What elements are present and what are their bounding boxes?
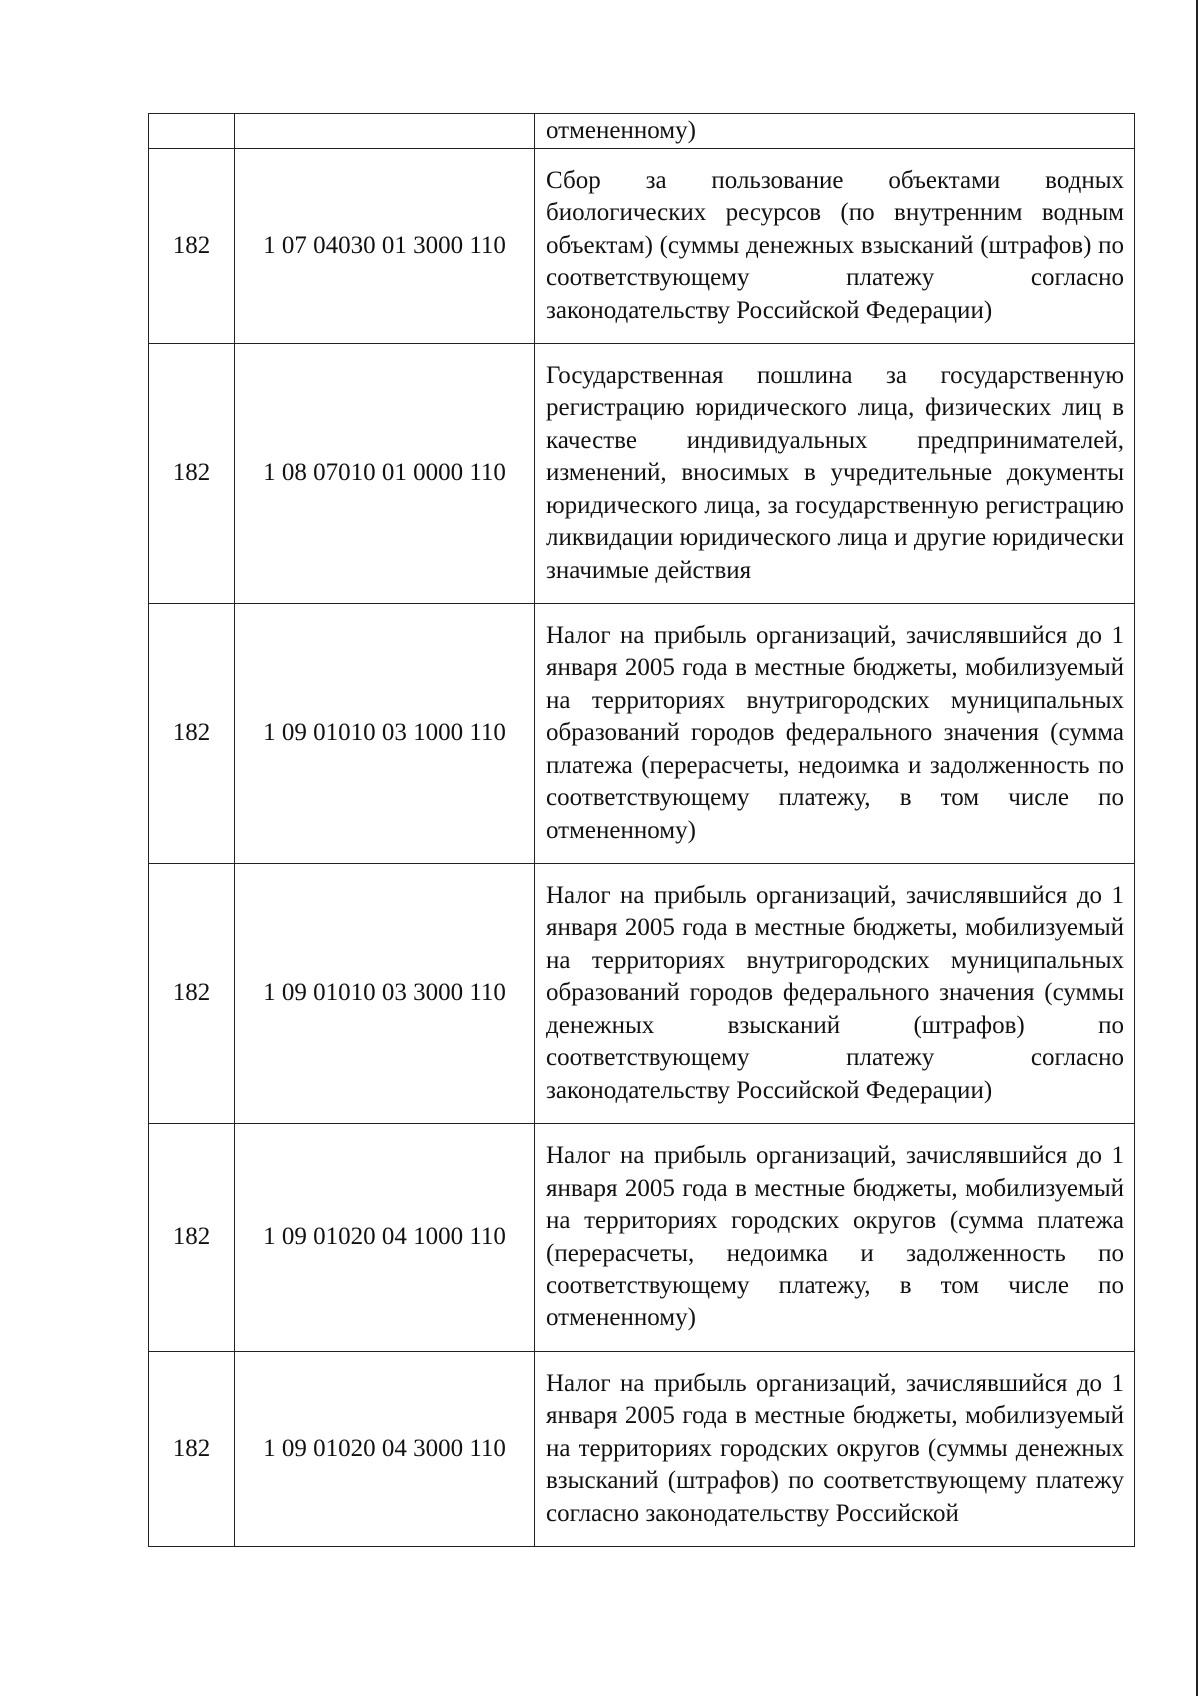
- page-edge-line: [1196, 0, 1198, 1696]
- admin-code-cell: 182: [149, 344, 235, 604]
- table-row: [149, 1352, 1135, 1547]
- table-row: [149, 864, 1135, 1124]
- table-row: [149, 114, 1135, 149]
- table-row: [149, 604, 1135, 864]
- table-row: [149, 1124, 1135, 1352]
- table-row: [149, 149, 1135, 344]
- admin-code-cell: 182: [149, 1352, 235, 1547]
- description-cell: отмененному): [535, 114, 1135, 149]
- admin-code-cell: 182: [149, 604, 235, 864]
- budget-code-cell: 1 09 01020 04 1000 110: [235, 1124, 535, 1352]
- description-cell: Налог на прибыль организаций, зачислявшийся до 1 января 2005 года в местные бюджеты, мобилизуемый на территориях городских округов (сумма платежа (перерасчеты, недоимка и задолженность по соответствующему платежу, в том числе по отмененному): [535, 1124, 1135, 1352]
- budget-code-cell: 1 09 01020 04 3000 110: [235, 1352, 535, 1547]
- admin-code-cell: [149, 114, 235, 149]
- description-cell: Налог на прибыль организаций, зачислявшийся до 1 января 2005 года в местные бюджеты, мобилизуемый на территориях городских округов (суммы денежных взысканий (штрафов) по соответствующему платежу согласно законодательству Российской: [535, 1352, 1135, 1547]
- budget-code-cell: 1 08 07010 01 0000 110: [235, 344, 535, 604]
- budget-code-cell: 1 09 01010 03 1000 110: [235, 604, 535, 864]
- description-cell: Налог на прибыль организаций, зачислявшийся до 1 января 2005 года в местные бюджеты, мобилизуемый на территориях внутригородских муниципальных образований городов федерального значения (сумма платежа (перерасчеты, недоимка и задолженность по соответствующему платежу, в том числе по отмененному): [535, 604, 1135, 864]
- budget-code-cell: 1 09 01010 03 3000 110: [235, 864, 535, 1124]
- budget-code-cell: [235, 114, 535, 149]
- budget-revenue-table: [148, 113, 1135, 1547]
- admin-code-cell: 182: [149, 149, 235, 344]
- description-cell: Сбор за пользование объектами водных биологических ресурсов (по внутренним водным объектам) (суммы денежных взысканий (штрафов) по соответствующему платежу согласно законодательству Российской Федерации): [535, 149, 1135, 344]
- admin-code-cell: 182: [149, 1124, 235, 1352]
- admin-code-cell: 182: [149, 864, 235, 1124]
- table-row: [149, 344, 1135, 604]
- budget-code-cell: 1 07 04030 01 3000 110: [235, 149, 535, 344]
- description-cell: Налог на прибыль организаций, зачислявшийся до 1 января 2005 года в местные бюджеты, мобилизуемый на территориях внутригородских муниципальных образований городов федерального значения (суммы денежных взысканий (штрафов) по соответствующему платежу согласно законодательству Российской Федерации): [535, 864, 1135, 1124]
- description-cell: Государственная пошлина за государственную регистрацию юридического лица, физических лиц в качестве индивидуальных предпринимателей, изменений, вносимых в учредительные документы юридического лица, за государственную регистрацию ликвидации юридического лица и другие юридически значимые действия: [535, 344, 1135, 604]
